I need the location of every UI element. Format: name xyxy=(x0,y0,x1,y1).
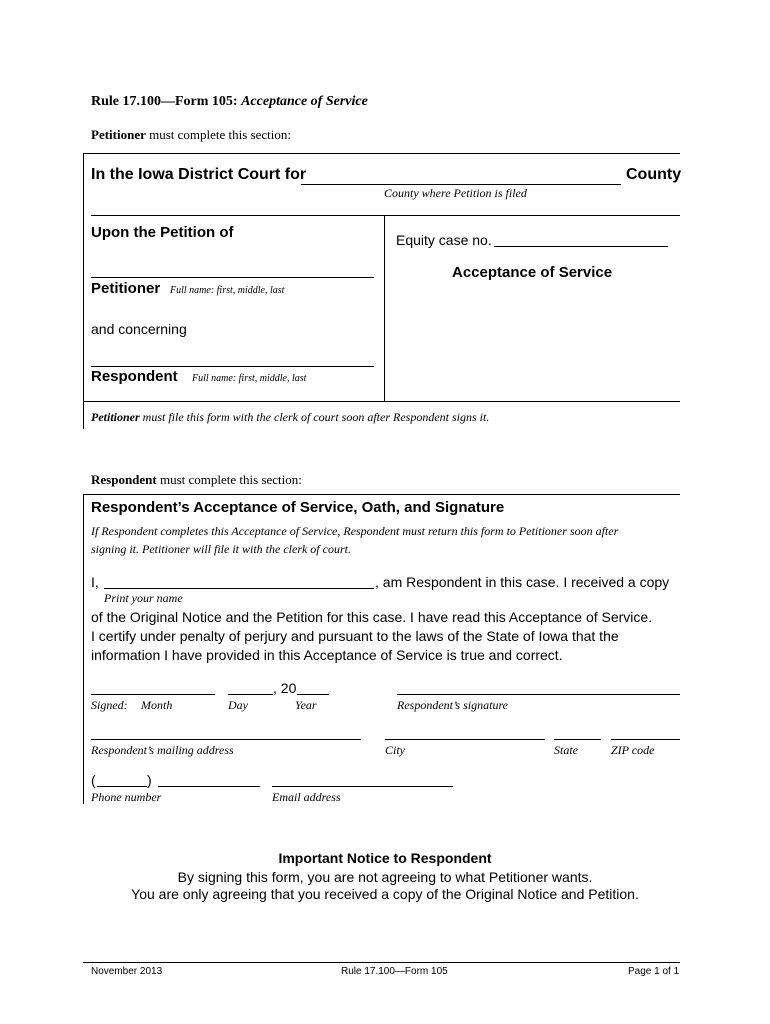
petitioner-box-left-border xyxy=(83,153,84,429)
notice-line-2: You are only agreeing that you received a copy of the Original Notice and Petition. xyxy=(131,886,639,902)
mailing-address-input[interactable] xyxy=(91,739,361,740)
signed-label: Signed: xyxy=(91,698,128,712)
upon-petition-label: Upon the Petition of xyxy=(91,224,234,241)
respondent-name-hint: Full name: first, middle, last xyxy=(192,373,307,384)
city-label: City xyxy=(385,743,405,757)
equity-case-input[interactable] xyxy=(494,246,668,247)
footer-form-id: Rule 17.100—Form 105 xyxy=(341,966,448,977)
phone-paren-open: ( xyxy=(91,772,96,788)
footer-page-number: Page 1 of 1 xyxy=(628,966,680,977)
instruction-line-2: signing it. Petitioner will file it with the clerk of court. xyxy=(91,542,351,556)
petitioner-box-top-border xyxy=(83,153,680,154)
caption-vertical-divider xyxy=(384,215,385,401)
i-label: I, xyxy=(91,574,99,590)
zip-input[interactable] xyxy=(611,739,680,740)
email-input[interactable] xyxy=(272,786,453,787)
certification-line-3: information I have provided in this Acceptance of Service is true and correct. xyxy=(91,647,563,663)
certification-line-1: of the Original Notice and the Petition for this case. I have read this Acceptance of Service. xyxy=(91,609,653,625)
day-label: Day xyxy=(228,698,248,712)
month-input[interactable] xyxy=(91,694,215,695)
print-name-hint: Print your name xyxy=(104,591,183,605)
county-input[interactable] xyxy=(301,184,621,185)
petitioner-section-intro: Petitioner must complete this section: xyxy=(91,127,292,142)
city-input[interactable] xyxy=(385,739,545,740)
respondent-box-top-border xyxy=(83,494,680,495)
notice-line-1: By signing this form, you are not agreeing to what Petitioner wants. xyxy=(177,869,593,885)
print-name-input[interactable] xyxy=(104,588,374,589)
equity-case-label: Equity case no. xyxy=(396,232,492,248)
file-note: Petitioner must file this form with the clerk of court soon after Respondent signs it. xyxy=(91,410,490,424)
comma-20-text: , 20 xyxy=(273,680,297,696)
day-input[interactable] xyxy=(228,694,273,695)
county-hint: County where Petition is filed xyxy=(384,186,527,200)
phone-number-input[interactable] xyxy=(158,786,260,787)
year-label: Year xyxy=(295,698,317,712)
petitioner-name-input[interactable] xyxy=(91,277,374,278)
email-label: Email address xyxy=(272,790,341,804)
county-label: County xyxy=(626,166,682,183)
respondent-label: Respondent xyxy=(91,368,178,385)
signature-input[interactable] xyxy=(397,694,680,695)
acceptance-title: Acceptance of Service xyxy=(452,264,613,281)
phone-label: Phone number xyxy=(91,790,162,804)
instruction-line-1: If Respondent completes this Acceptance of Service, Respondent must return this form to Petitioner soon after xyxy=(91,524,619,538)
respondent-name-input[interactable] xyxy=(91,366,374,367)
state-label: State xyxy=(554,743,578,757)
form-title: Acceptance of Service xyxy=(241,94,368,109)
zip-label: ZIP code xyxy=(611,743,655,757)
phone-paren-close: ) xyxy=(147,772,152,788)
court-divider xyxy=(91,215,680,216)
respondent-section-intro: Respondent must complete this section: xyxy=(91,472,302,487)
respondent-box-left-border xyxy=(83,494,84,804)
petitioner-label: Petitioner xyxy=(91,280,161,297)
state-input[interactable] xyxy=(554,739,601,740)
year-input[interactable] xyxy=(297,694,329,695)
rule-number: Rule 17.100—Form 105: xyxy=(91,94,242,109)
caption-bottom-border xyxy=(83,401,680,402)
footer-divider xyxy=(83,962,680,963)
month-label: Month xyxy=(141,698,173,712)
area-code-input[interactable] xyxy=(97,786,147,787)
am-respondent-text: , am Respondent in this case. I received a copy xyxy=(375,574,670,590)
signature-label: Respondent’s signature xyxy=(397,698,508,712)
respondent-section-title: Respondent’s Acceptance of Service, Oath, and Signature xyxy=(91,499,505,516)
court-label: In the Iowa District Court for xyxy=(91,166,307,183)
certification-line-2: I certify under penalty of perjury and pursuant to the laws of the State of Iowa that the xyxy=(91,628,619,644)
form-header xyxy=(91,94,368,110)
footer-date: November 2013 xyxy=(91,966,163,977)
petitioner-name-hint: Full name: first, middle, last xyxy=(170,285,285,296)
and-concerning-label: and concerning xyxy=(91,321,187,337)
mailing-address-label: Respondent’s mailing address xyxy=(91,743,234,757)
notice-title: Important Notice to Respondent xyxy=(278,850,492,866)
